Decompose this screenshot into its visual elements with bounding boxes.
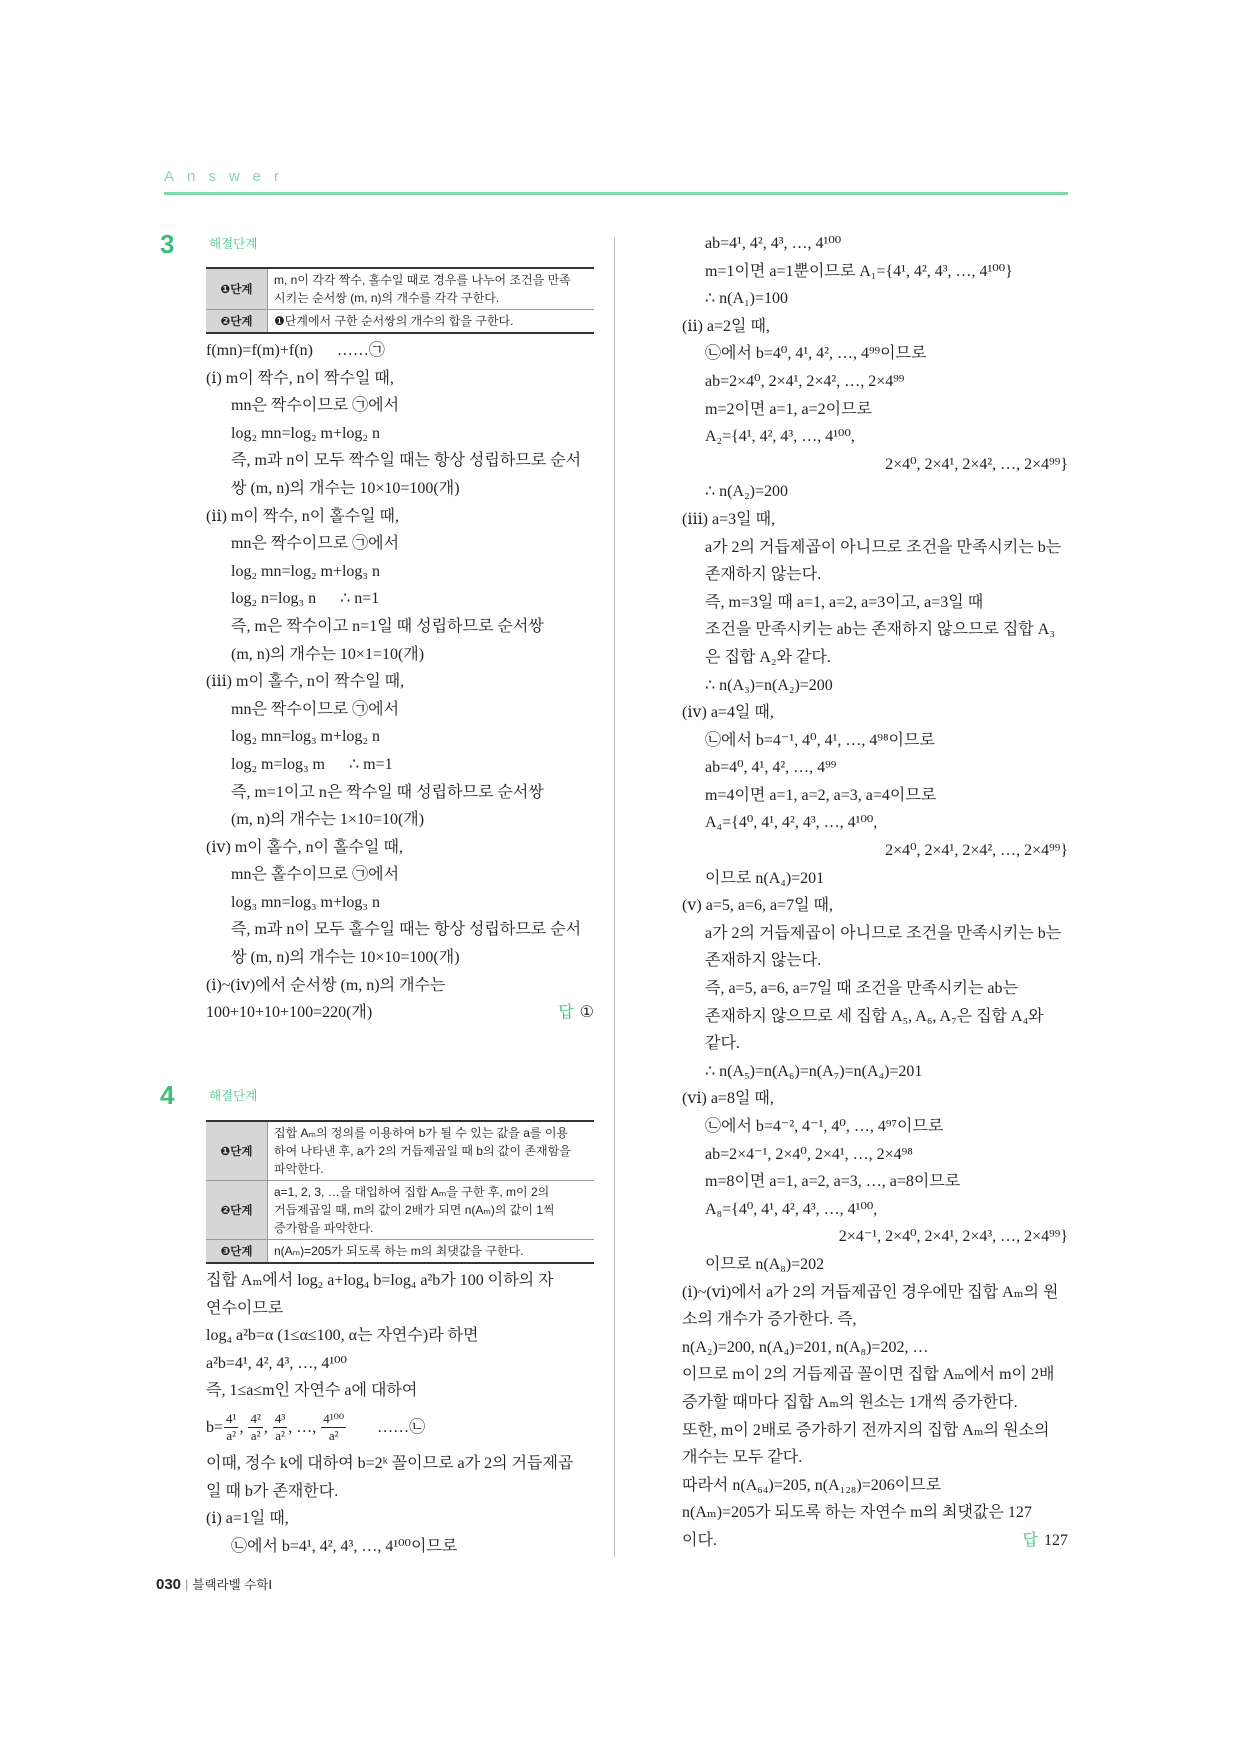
step-description — [268, 310, 594, 332]
fraction — [273, 1411, 287, 1444]
solution-line: mn은 짝수이므로 ㉠에서 — [231, 397, 400, 415]
solution-line: 존재하지 않는다. — [705, 952, 822, 970]
case-heading: (ⅳ) a=4일 때, — [682, 704, 774, 722]
solution-line: m=2이면 a=1, a=2이므로 — [705, 400, 872, 418]
fraction-denominator: a² — [250, 1427, 261, 1443]
problem-3-solution — [206, 337, 594, 1027]
solution-line: n(A₂)=200, n(A₄)=201, n(A₈)=202, … — [682, 1338, 929, 1356]
step-text-line: 거듭제곱일 때, m의 값이 2배가 되면 n(Aₘ)의 값이 1씩 — [274, 1203, 555, 1217]
steps-title: 해결단계 — [209, 237, 258, 251]
step-text-line: 하여 나타낸 후, a가 2의 거듭제곱일 때 b의 값이 존재함을 — [274, 1144, 571, 1158]
problem-4-solution — [206, 1267, 594, 1560]
solution-line: 이므로 m이 2의 거듭제곱 꼴이면 집합 Aₘ에서 m이 2배 — [682, 1366, 1055, 1384]
problem-number-3: 3 — [160, 229, 175, 259]
solution-line: 연수이므로 — [206, 1299, 284, 1317]
answer-label: 답 — [1022, 1531, 1038, 1549]
solution-steps-table — [206, 267, 594, 334]
solution-line: ab=2×4⁰, 2×4¹, 2×4², …, 2×4⁹⁹ — [705, 372, 905, 390]
step-label: ❶단계 — [206, 1122, 268, 1180]
page-footer — [156, 1575, 272, 1595]
final-line — [682, 1527, 1068, 1555]
solution-line: 존재하지 않는다. — [705, 566, 822, 584]
solution-line: ∴ n(A₅)=n(A₆)=n(A₇)=n(A₄)=201 — [705, 1062, 923, 1080]
case-heading: (ⅰ) a=1일 때, — [206, 1510, 289, 1528]
answer-section-label: Answer — [164, 168, 293, 185]
problem-number-4: 4 — [160, 1080, 175, 1110]
solution-line: mn은 홀수이므로 ㉠에서 — [231, 866, 400, 884]
final-calculation: 100+10+10+100=220(개) — [206, 1004, 373, 1022]
solution-line: ㉡에서 b=4⁻¹, 4⁰, 4¹, …, 4⁹⁸이므로 — [705, 731, 935, 749]
step-text-line: 시키는 순서쌍 (m, n)의 개수를 각각 구한다. — [274, 291, 500, 305]
step-row — [206, 269, 594, 309]
solution-line: ab=4¹, 4², 4³, …, 4¹⁰⁰ — [705, 235, 842, 252]
solution-line: log₂ n=log₃ n ∴ n=1 — [231, 590, 380, 608]
set-continuation-line: 2×4⁰, 2×4¹, 2×4², …, 2×4⁹⁹} — [885, 842, 1068, 860]
solution-line: ∴ n(A₂)=200 — [705, 483, 788, 501]
solution-line: 집합 Aₘ에서 log₂ a+log₄ b=log₄ a²b가 100 이하의 자 — [206, 1272, 554, 1289]
solution-line: a가 2의 거듭제곱이 아니므로 조건을 만족시키는 b는 — [705, 538, 1062, 556]
answer-value: ① — [579, 1004, 594, 1022]
case-heading: (ⅳ) m이 홀수, n이 홀수일 때, — [206, 838, 403, 856]
step-text-line: m, n이 각각 짝수, 홀수일 때로 경우를 나누어 조건을 만족 — [274, 273, 571, 287]
fraction-numerator: 4¹ — [226, 1410, 237, 1426]
page-number: 030 — [156, 1576, 182, 1593]
step-description — [268, 269, 594, 309]
step-description — [268, 1122, 594, 1180]
solution-line: A₄={4⁰, 4¹, 4², 4³, …, 4¹⁰⁰, — [705, 814, 878, 832]
solution-line: log₂ mn=log₂ m+log₂ n — [231, 424, 381, 442]
solution-line: a²b=4¹, 4², 4³, …, 4¹⁰⁰ — [206, 1354, 347, 1372]
step-text-line: n(Aₘ)=205가 되도록 하는 m의 최댓값을 구한다. — [274, 1244, 524, 1258]
step-row — [206, 309, 594, 332]
solution-steps-table — [206, 1120, 594, 1264]
solution-line: 일 때 b가 존재한다. — [206, 1482, 339, 1500]
fraction-denominator: a² — [275, 1427, 285, 1443]
solution-line: ㉡에서 b=4¹, 4², 4³, …, 4¹⁰⁰이므로 — [231, 1537, 458, 1555]
solution-line: 또한, m이 2배로 증가하기 전까지의 집합 Aₘ의 원소의 — [682, 1421, 1050, 1439]
fraction-numerator: 4³ — [274, 1410, 286, 1426]
book-title: 블랙라벨 수학Ⅰ — [192, 1578, 273, 1592]
solution-line: log₄ a²b=α (1≤α≤100, α는 자연수)라 하면 — [206, 1327, 479, 1345]
step-label: ❷단계 — [206, 1181, 268, 1239]
step-row — [206, 1239, 594, 1262]
case-heading: (ⅴ) a=5, a=6, a=7일 때, — [682, 897, 833, 915]
solution-line: 즉, m=3일 때 a=1, a=2, a=3이고, a=3일 때 — [705, 593, 984, 611]
solution-line: 존재하지 않으므로 세 집합 A₅, A₆, A₇은 집합 A₄와 — [705, 1007, 1044, 1025]
solution-line: 즉, 1≤a≤m인 자연수 a에 대하여 — [206, 1382, 418, 1400]
solution-line: 같다. — [705, 1035, 740, 1053]
step-text-line: 증가함을 파악한다. — [274, 1221, 374, 1235]
step-label: ❸단계 — [206, 1240, 268, 1262]
solution-line: 즉, m은 짝수이고 n=1일 때 성립하므로 순서쌍 — [231, 617, 544, 635]
solution-line: (ⅰ)~(ⅳ)에서 순서쌍 (m, n)의 개수는 — [206, 976, 446, 994]
solution-line: (ⅰ)~(ⅵ)에서 a가 2의 거듭제곱인 경우에만 집합 Aₘ의 원 — [682, 1283, 1059, 1301]
footer-separator: | — [185, 1577, 189, 1592]
step-label: ❷단계 — [206, 310, 268, 332]
set-continuation-line: 2×4⁰, 2×4¹, 2×4², …, 2×4⁹⁹} — [885, 455, 1068, 473]
solution-line: (m, n)의 개수는 10×1=10(개) — [231, 645, 425, 663]
step-description — [268, 1240, 594, 1262]
solution-line: log₂ mn=log₃ m+log₂ n — [231, 728, 381, 746]
right-column-solution — [682, 230, 1068, 1555]
solution-line: a가 2의 거듭제곱이 아니므로 조건을 만족시키는 b는 — [705, 924, 1062, 942]
fraction-separator: , — [263, 1418, 272, 1436]
formula-lead: b= — [206, 1418, 224, 1436]
step-text-line: a=1, 2, 3, …을 대입하여 집합 Aₘ을 구한 후, m이 2의 — [274, 1185, 550, 1199]
fraction-denominator: a² — [226, 1427, 237, 1443]
final-text: 이다. — [682, 1531, 717, 1549]
final-line — [206, 999, 594, 1027]
case-heading: (ⅱ) m이 짝수, n이 홀수일 때, — [206, 507, 399, 525]
steps-title: 해결단계 — [209, 1089, 258, 1103]
solution-line: ab=4⁰, 4¹, 4², …, 4⁹⁹ — [705, 759, 837, 777]
solution-line: ab=2×4⁻¹, 2×4⁰, 2×4¹, …, 2×4⁹⁸ — [705, 1145, 913, 1163]
step-row — [206, 1180, 594, 1239]
step-description — [268, 1181, 594, 1239]
solution-line: 따라서 n(A₆₄)=205, n(A₁₂₈)=206이므로 — [682, 1476, 942, 1494]
solution-line: 이때, 정수 k에 대하여 b=2ᵏ 꼴이므로 a가 2의 거듭제곱 — [206, 1454, 574, 1472]
equation-line: f(mn)=f(m)+f(n) ……㉠ — [206, 342, 385, 359]
solution-line: n(Aₘ)=205가 되도록 하는 자연수 m의 최댓값은 127 — [682, 1504, 1032, 1522]
fraction-formula — [206, 1405, 594, 1450]
answer-mark — [558, 999, 594, 1027]
step-label: ❶단계 — [206, 269, 268, 309]
step-text-line: 집합 Aₘ의 정의를 이용하여 b가 될 수 있는 값을 a를 이용 — [274, 1126, 569, 1140]
solution-line: log₃ mn=log₃ m+log₃ n — [231, 893, 381, 911]
solution-line: 이므로 n(A₄)=201 — [705, 869, 825, 887]
solution-line: ∴ n(A₃)=n(A₂)=200 — [705, 676, 833, 694]
solution-line: 증가할 때마다 집합 Aₘ의 원소는 1개씩 증가한다. — [682, 1393, 1018, 1411]
step-text-line: ❶단계에서 구한 순서쌍의 개수의 합을 구한다. — [274, 314, 514, 328]
solution-line: 쌍 (m, n)의 개수는 10×10=100(개) — [231, 479, 460, 497]
solution-line: m=1이면 a=1뿐이므로 A₁={4¹, 4², 4³, …, 4¹⁰⁰} — [705, 262, 1013, 280]
case-heading: (ⅵ) a=8일 때, — [682, 1090, 774, 1108]
fraction-numerator: 4² — [250, 1410, 261, 1426]
solution-line: 쌍 (m, n)의 개수는 10×10=100(개) — [231, 949, 460, 967]
case-heading: (ⅰ) m이 짝수, n이 짝수일 때, — [206, 369, 394, 387]
solution-line: 이므로 n(A₈)=202 — [705, 1255, 825, 1273]
fraction-denominator: a² — [328, 1427, 339, 1443]
answer-value: 127 — [1044, 1531, 1068, 1549]
fraction-numerator: 4¹⁰⁰ — [323, 1410, 345, 1426]
fraction — [321, 1411, 346, 1444]
solution-line: 개수는 모두 같다. — [682, 1449, 803, 1467]
solution-line: (m, n)의 개수는 1×10=10(개) — [231, 811, 425, 829]
solution-line: A₂={4¹, 4², 4³, …, 4¹⁰⁰, — [705, 428, 855, 446]
solution-line: 조건을 만족시키는 ab는 존재하지 않으므로 집합 A₃ — [705, 621, 1055, 639]
solution-line: 즉, m과 n이 모두 짝수일 때는 항상 성립하므로 순서 — [231, 452, 582, 470]
solution-line: ㉡에서 b=4⁰, 4¹, 4², …, 4⁹⁹이므로 — [705, 345, 927, 363]
solution-line: 즉, a=5, a=6, a=7일 때 조건을 만족시키는 ab는 — [705, 980, 1018, 998]
solution-line: m=4이면 a=1, a=2, a=3, a=4이므로 — [705, 786, 937, 804]
solution-line: 소의 개수가 증가한다. 즉, — [682, 1311, 857, 1329]
column-divider — [614, 237, 615, 1557]
case-heading: (ⅲ) m이 홀수, n이 짝수일 때, — [206, 673, 405, 691]
solution-line: log₂ mn=log₂ m+log₃ n — [231, 562, 381, 580]
case-heading: (ⅲ) a=3일 때, — [682, 510, 776, 528]
set-continuation-line: 2×4⁻¹, 2×4⁰, 2×4¹, 2×4³, …, 2×4⁹⁹} — [838, 1228, 1068, 1246]
solution-line: 즉, m과 n이 모두 홀수일 때는 항상 성립하므로 순서 — [231, 921, 582, 939]
solution-line: log₂ m=log₃ m ∴ m=1 — [231, 755, 393, 773]
solution-line: ㉡에서 b=4⁻², 4⁻¹, 4⁰, …, 4⁹⁷이므로 — [705, 1118, 944, 1135]
solution-line: A₈={4⁰, 4¹, 4², 4³, …, 4¹⁰⁰, — [705, 1200, 878, 1218]
case-heading: (ⅱ) a=2일 때, — [682, 317, 770, 335]
solution-line: m=8이면 a=1, a=2, a=3, …, a=8이므로 — [705, 1173, 961, 1191]
solution-line: mn은 짝수이므로 ㉠에서 — [231, 535, 400, 553]
step-text-line: 파악한다. — [274, 1162, 324, 1176]
fraction-separator: , — [239, 1418, 248, 1436]
fraction-separator: , …, — [288, 1418, 321, 1436]
fraction — [248, 1411, 262, 1444]
header-rule — [164, 192, 1068, 195]
solution-line: 즉, m=1이고 n은 짝수일 때 성립하므로 순서쌍 — [231, 783, 544, 801]
step-row — [206, 1122, 594, 1180]
solution-line: ∴ n(A₁)=100 — [705, 290, 788, 308]
solution-line: mn은 짝수이므로 ㉠에서 — [231, 700, 400, 718]
solution-line: 은 집합 A₂와 같다. — [705, 648, 831, 666]
equation-tag: ……㉡ — [377, 1418, 426, 1436]
fraction — [224, 1411, 238, 1444]
answer-mark — [1023, 1527, 1068, 1555]
answer-label: 답 — [558, 1004, 574, 1022]
